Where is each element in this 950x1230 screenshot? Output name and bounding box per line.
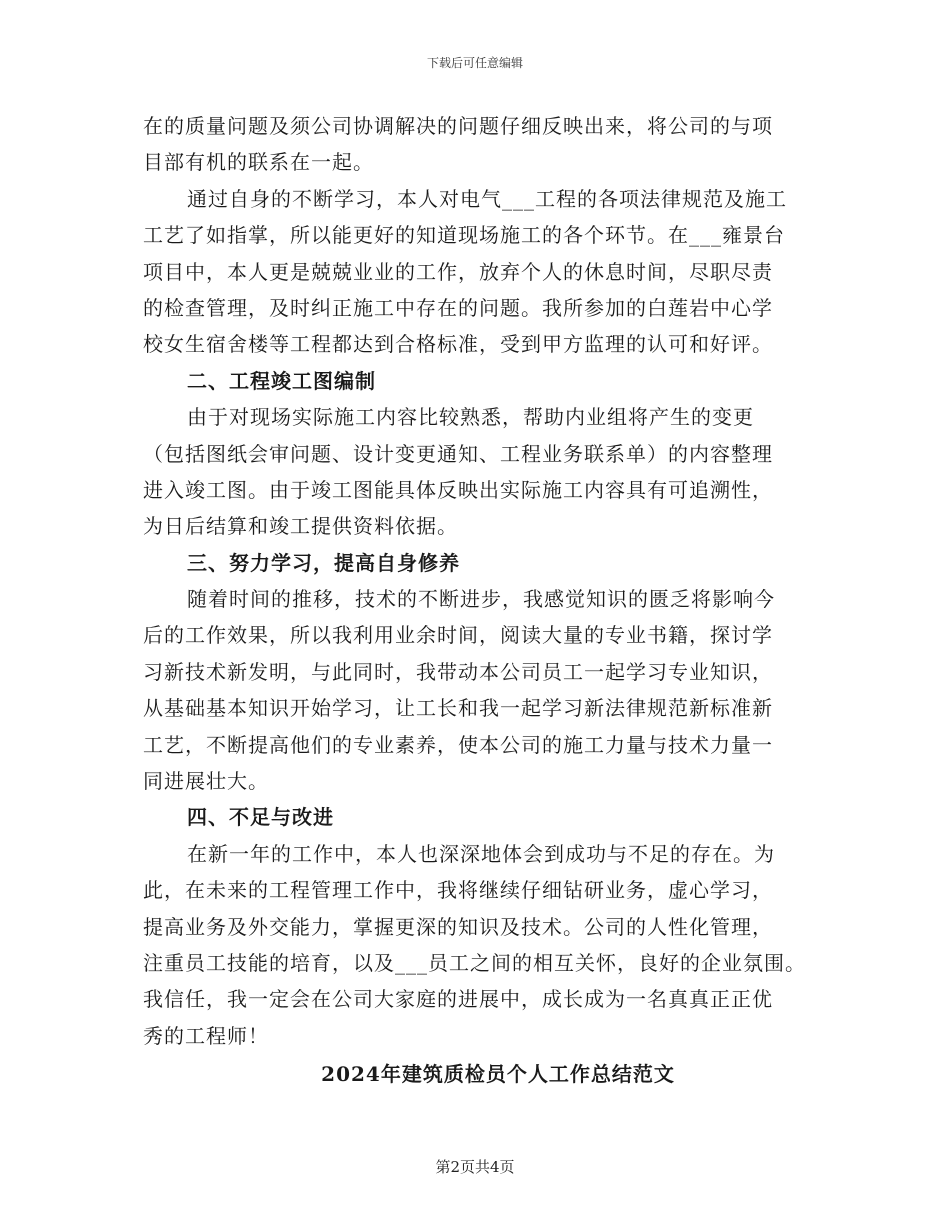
body-line: 目部有机的联系在一起。 <box>143 150 374 175</box>
body-line: 此，在未来的工程管理工作中，我将继续仔细钻研业务，虚心学习， <box>143 878 773 903</box>
body-line: 习新技术新发明，与此同时，我带动本公司员工一起学习专业知识， <box>143 659 773 684</box>
section-heading: 二、工程竣工图编制 <box>187 368 376 393</box>
body-line: 后的工作效果，所以我利用业余时间，阅读大量的专业书籍，探讨学 <box>143 623 773 648</box>
body-line: 为日后结算和竣工提供资料依据。 <box>143 514 458 539</box>
paragraph-start-line: 在新一年的工作中，本人也深深地体会到成功与不足的存在。为 <box>187 841 775 866</box>
body-line: 工艺了如指掌，所以能更好的知道现场施工的各个环节。在___雍景台 <box>143 223 785 248</box>
body-line: 进入竣工图。由于竣工图能具体反映出实际施工内容具有可追溯性， <box>143 477 773 502</box>
section-heading: 四、不足与改进 <box>187 805 334 830</box>
document-title: 2024年建筑质检员个人工作总结范文 <box>321 1062 675 1087</box>
body-line: 工艺，不断提高他们的专业素养，使本公司的施工力量与技术力量一 <box>143 732 773 757</box>
paragraph-start-line: 随着时间的推移，技术的不断进步，我感觉知识的匮乏将影响今 <box>187 587 775 612</box>
body-line: （包括图纸会审问题、设计变更通知、工程业务联系单）的内容整理 <box>143 441 773 466</box>
body-line: 注重员工技能的培育，以及___员工之间的相互关怀，良好的企业氛围。 <box>143 950 806 975</box>
body-line: 我信任，我一定会在公司大家庭的进展中，成长成为一名真真正正优 <box>143 987 773 1012</box>
body-line: 的检查管理，及时纠正施工中存在的问题。我所参加的白莲岩中心学 <box>143 295 773 320</box>
body-line: 从基础基本知识开始学习，让工长和我一起学习新法律规范新标准新 <box>143 696 773 721</box>
document-body <box>143 108 823 1093</box>
section-heading: 三、努力学习，提高自身修养 <box>187 550 460 575</box>
page-header: 下载后可任意编辑 <box>426 56 523 70</box>
body-line: 在的质量问题及须公司协调解决的问题仔细反映出来，将公司的与项 <box>143 114 773 138</box>
paragraph-start-line: 由于对现场实际施工内容比较熟悉，帮助内业组将产生的变更 <box>187 405 754 430</box>
body-line: 校女生宿舍楼等工程都达到合格标准，受到甲方监理的认可和好评。 <box>143 332 773 357</box>
body-line: 同进展壮大。 <box>143 769 269 794</box>
page-number: 第2页共4页 <box>435 1158 515 1176</box>
paragraph-start-line: 通过自身的不断学习，本人对电气___工程的各项法律规范及施工 <box>187 186 787 211</box>
body-line: 提高业务及外交能力，掌握更深的知识及技术。公司的人性化管理， <box>143 914 773 939</box>
body-line: 秀的工程师！ <box>143 1023 269 1048</box>
body-line: 项目中，本人更是兢兢业业的工作，放弃个人的休息时间，尽职尽责 <box>143 259 773 284</box>
